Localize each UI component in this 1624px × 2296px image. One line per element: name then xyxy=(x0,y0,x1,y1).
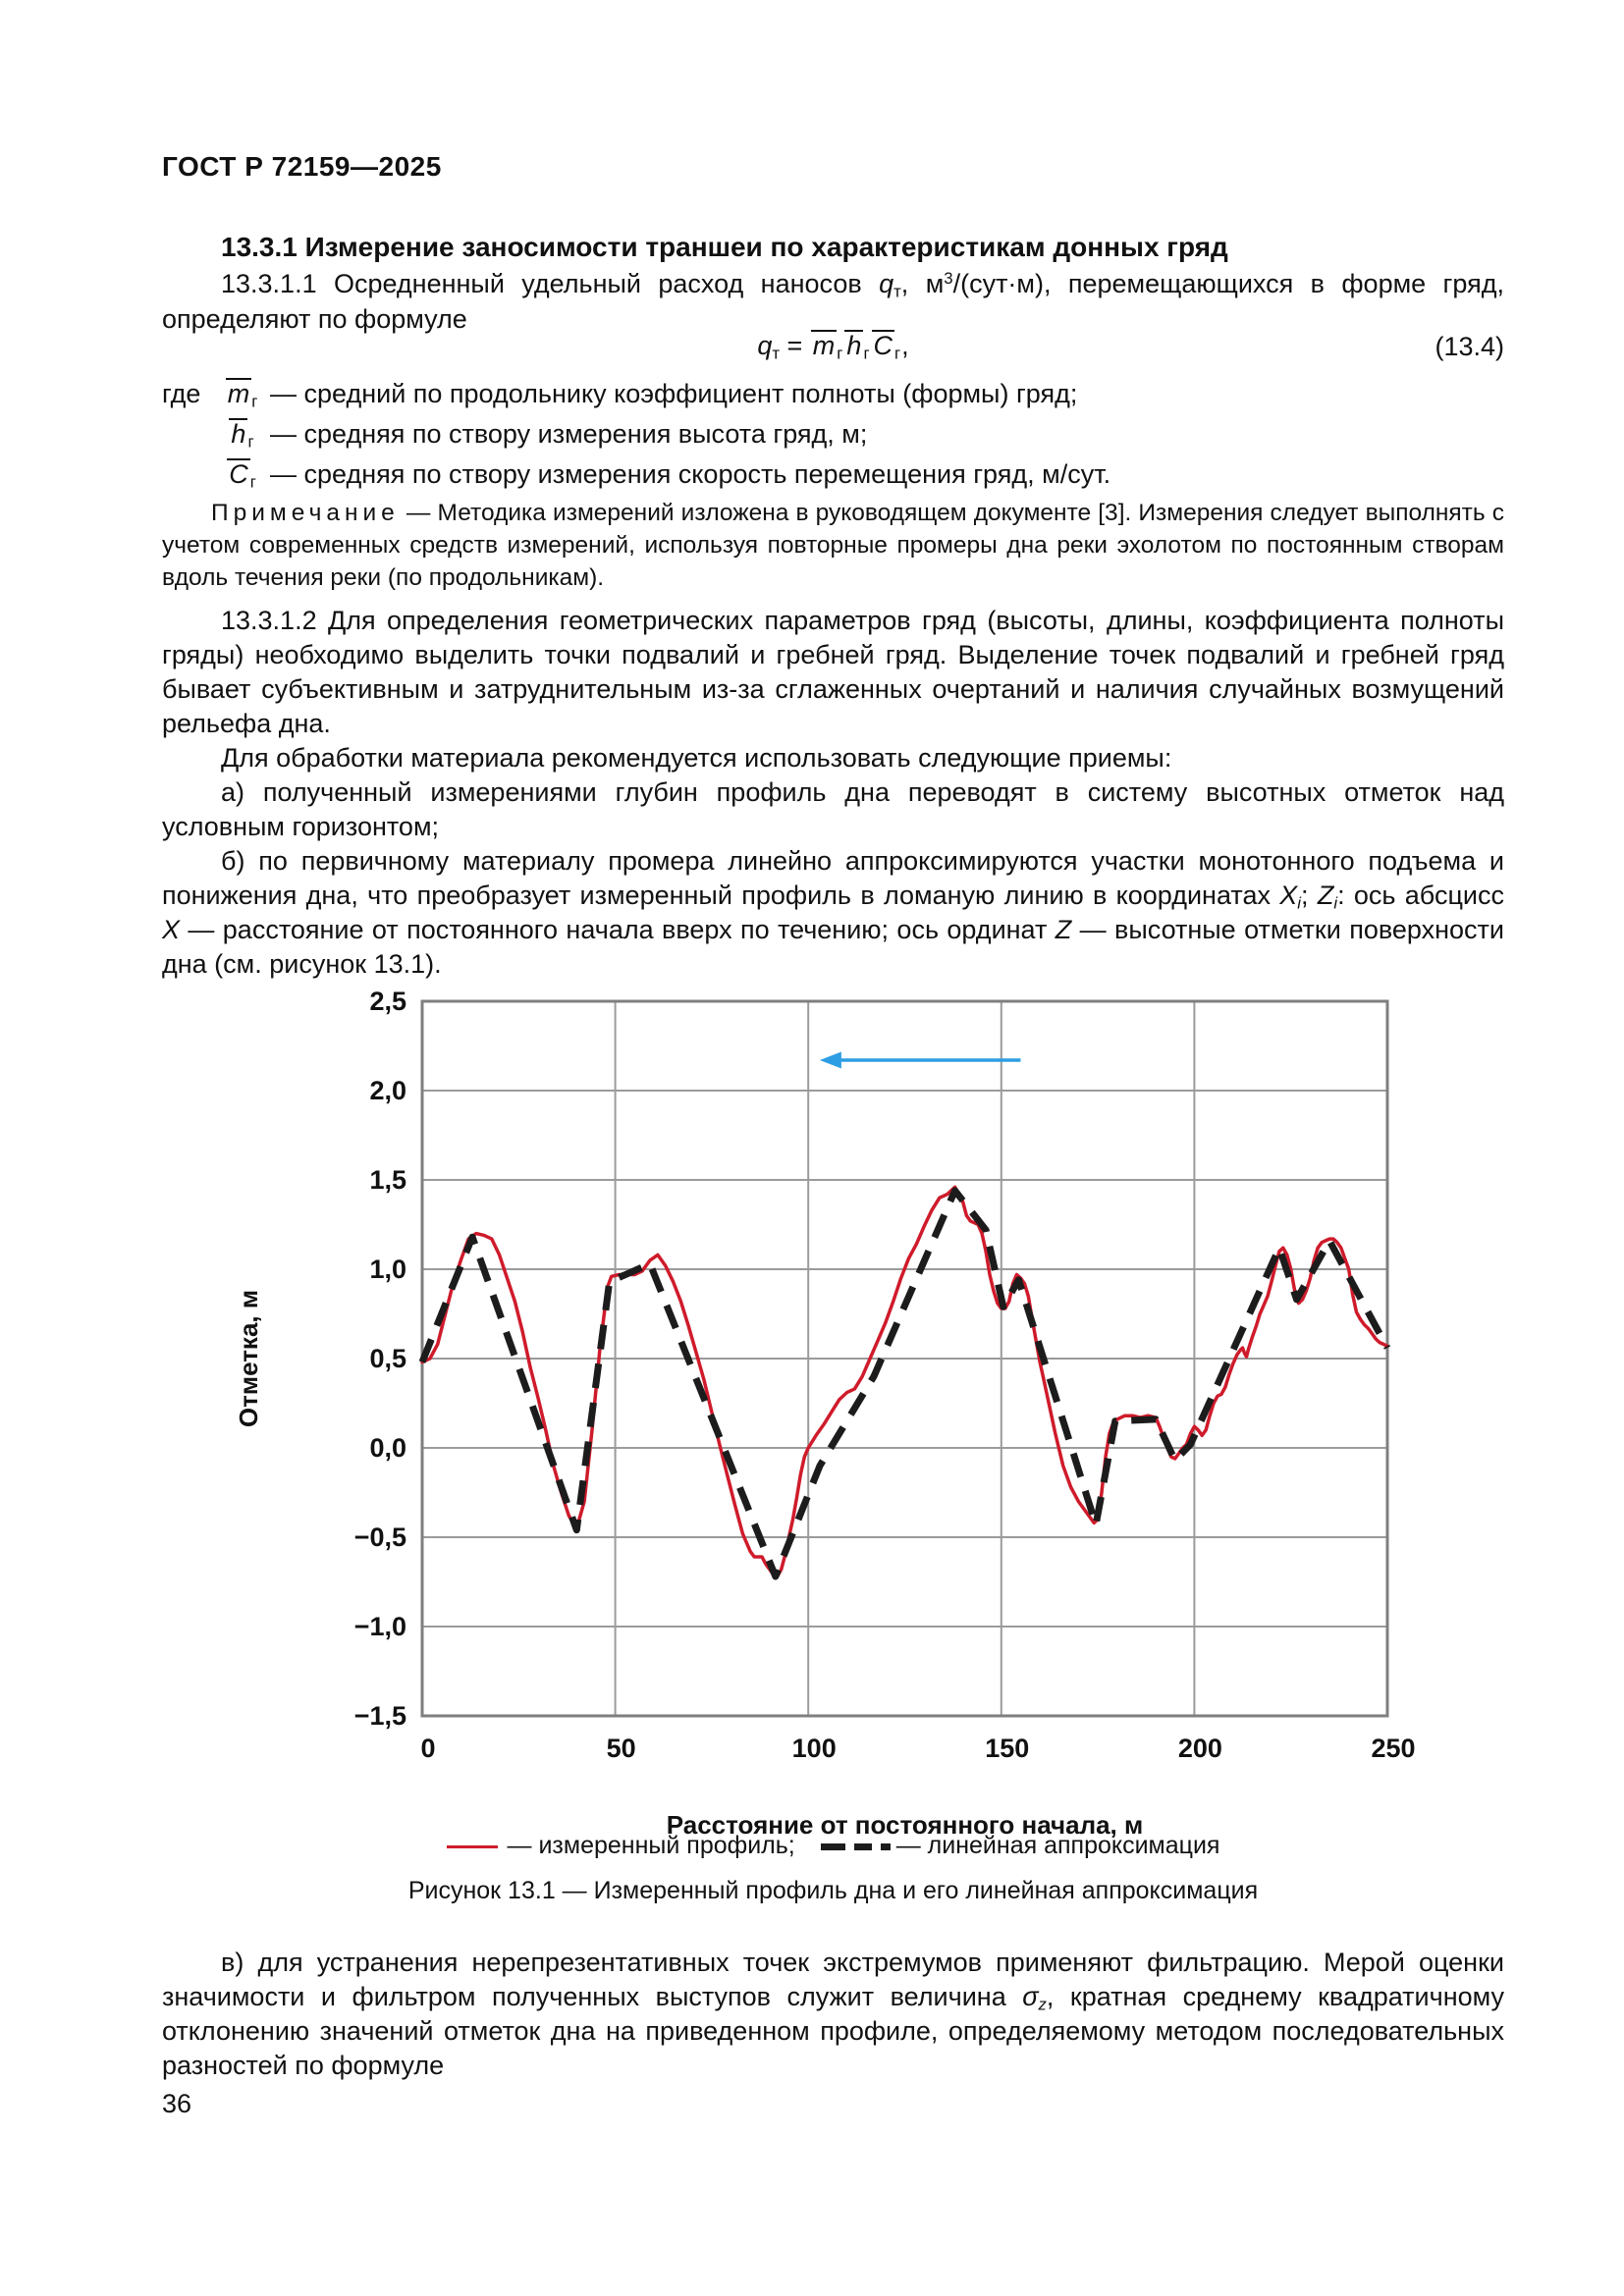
where-row: C $_г$ — средняя по створу измерения скорость перемещения гряд, м/сут. xyxy=(162,457,1504,491)
list-item-v: в) для устранения нерепрезентативных точек экстремумов применяют фильтрацию. Мерой оценки значимости и фильтром полученных выступов служит величина $\sigma_z$, кратная среднему квадратичному отклонению значений отметок дна на приведенном профиле, определяемому методом последовательных разностей по формуле xyxy=(162,1948,1504,2080)
y-tick-label: 2,0 xyxy=(369,1076,406,1105)
var-q: q xyxy=(879,269,894,298)
note-paragraph: Примечание — Методика измерений изложена в руководящем документе [3]. Измерения следует выполнять с учетом современных средств измерений, используя повторные промеры дна реки эхолотом по постоянным створам вдоль течения реки (по продольникам). xyxy=(162,500,1505,591)
paragraph-13311-text: 13.3.1.1 Осредненный удельный расход наносов xyxy=(221,269,880,298)
list-item-a: а) полученный измерениями глубин профиль дна переводят в систему высотных отметок над условным горизонтом; xyxy=(162,777,1504,841)
x-tick-label: 0 xyxy=(420,1734,436,1763)
note-text: Методика измерений изложена в руководящем документе [3]. Измерения следует выполнять с учетом современных средств измерений, используя повторные промеры дна реки эхолотом по постоянным створам вдоль течения реки (по продольникам). xyxy=(162,500,1505,591)
paragraph-intro-list: Для обработки материала рекомендуется использовать следующие приемы: xyxy=(221,743,1172,773)
note-label: Примечание xyxy=(211,500,400,526)
var-z: Z xyxy=(1317,881,1334,910)
x-tick-label: 50 xyxy=(606,1734,636,1763)
section-heading: 13.3.1 Измерение заносимости траншеи по характеристикам донных гряд xyxy=(221,232,1228,262)
approximation-line xyxy=(422,1191,1387,1576)
where-description: — средний по продольнику коэффициент полноты (формы) гряд; xyxy=(270,379,1078,408)
measured-line-swatch xyxy=(447,1845,498,1848)
approximation-dash-swatch xyxy=(821,1843,845,1850)
where-keyword: где xyxy=(162,379,201,408)
where-list xyxy=(162,377,1504,498)
x-tick-label: 200 xyxy=(1177,1734,1222,1763)
var-sigma: σ xyxy=(1022,1982,1039,2011)
var-x: X xyxy=(1279,881,1298,910)
legend-item-approximation xyxy=(821,1832,1220,1859)
page-header: ГОСТ Р 72159—2025 xyxy=(162,151,442,182)
y-tick-label: 1,5 xyxy=(369,1165,406,1195)
legend-label-measured: — измеренный профиль; xyxy=(507,1832,795,1859)
list-item-b: б) по первичному материалу промера линейно аппроксимируются участки монотонного подъема и понижения дна, что преобразует измеренный профиль в ломаную линию в координатах $X_i$; $Z_i$: ось абсцисс X — расстояние от постоянного начала вверх по течению; ось ординат Z — высотные отметки поверхности дна (см. рисунок 13.1). xyxy=(162,846,1505,979)
chart-svg xyxy=(167,967,1473,1850)
y-tick-label: 1,0 xyxy=(369,1255,406,1284)
formula-expression: $q_т = m$ $_г$ h $_г$ C $_г$, xyxy=(757,331,909,363)
x-tick-label: 100 xyxy=(791,1734,837,1763)
y-axis-title: Отметка, м xyxy=(234,1289,263,1428)
where-description: — средняя по створу измерения скорость перемещения гряд, м/сут. xyxy=(270,459,1111,489)
legend-item-measured xyxy=(447,1832,795,1859)
y-tick-label: −1,0 xyxy=(353,1612,406,1641)
where-description: — средняя по створу измерения высота гряд, м; xyxy=(270,419,868,449)
where-row: где m $_г$ — средний по продольнику коэффициент полноты (формы) гряд; xyxy=(162,377,1504,410)
flow-direction-arrow xyxy=(820,1052,1021,1069)
legend-label-approximation: — линейная аппроксимация xyxy=(895,1832,1220,1859)
formula-13-4 xyxy=(162,324,1504,367)
x-tick-label: 150 xyxy=(985,1734,1030,1763)
page-number: 36 xyxy=(162,2089,192,2118)
x-axis-title: Расстояние от постоянного начала, м xyxy=(666,1810,1144,1840)
x-tick-label: 250 xyxy=(1371,1734,1416,1763)
measured-profile-line xyxy=(422,1187,1387,1576)
figure-chart xyxy=(167,967,1473,1850)
paragraph-13311: 13.3.1.1 Осредненный удельный расход наносов $q_т$, $м^3/(сут\cdot м)$, перемещающихся в форме гряд, определяют по формуле xyxy=(162,268,1504,334)
paragraph-13312: 13.3.1.2 Для определения геометрических параметров гряд (высоты, длины, коэффициента полноты гряды) необходимо выделить точки подвалий и гребней гряд. Выделение точек подвалий и гребней гряд бывает субъективным и затруднительным из-за сглаженных очертаний и наличия случайных возмущений рельефа дна. xyxy=(162,606,1504,738)
y-tick-label: 0,5 xyxy=(369,1344,406,1373)
where-row: h $_г$ — средняя по створу измерения высота гряд, м; xyxy=(162,417,1504,451)
y-tick-label: 0,0 xyxy=(369,1433,406,1463)
superscript-3: 3 xyxy=(944,268,953,288)
y-tick-label: −0,5 xyxy=(353,1522,406,1552)
chart-legend xyxy=(162,1832,1504,1860)
y-tick-label: 2,5 xyxy=(369,987,406,1016)
y-tick-label: −1,5 xyxy=(353,1701,406,1731)
figure-caption: Рисунок 13.1 — Измеренный профиль дна и его линейная аппроксимация xyxy=(407,1877,1259,1904)
formula-number: (13.4) xyxy=(1435,332,1504,361)
var-q-sub: т xyxy=(893,282,901,301)
